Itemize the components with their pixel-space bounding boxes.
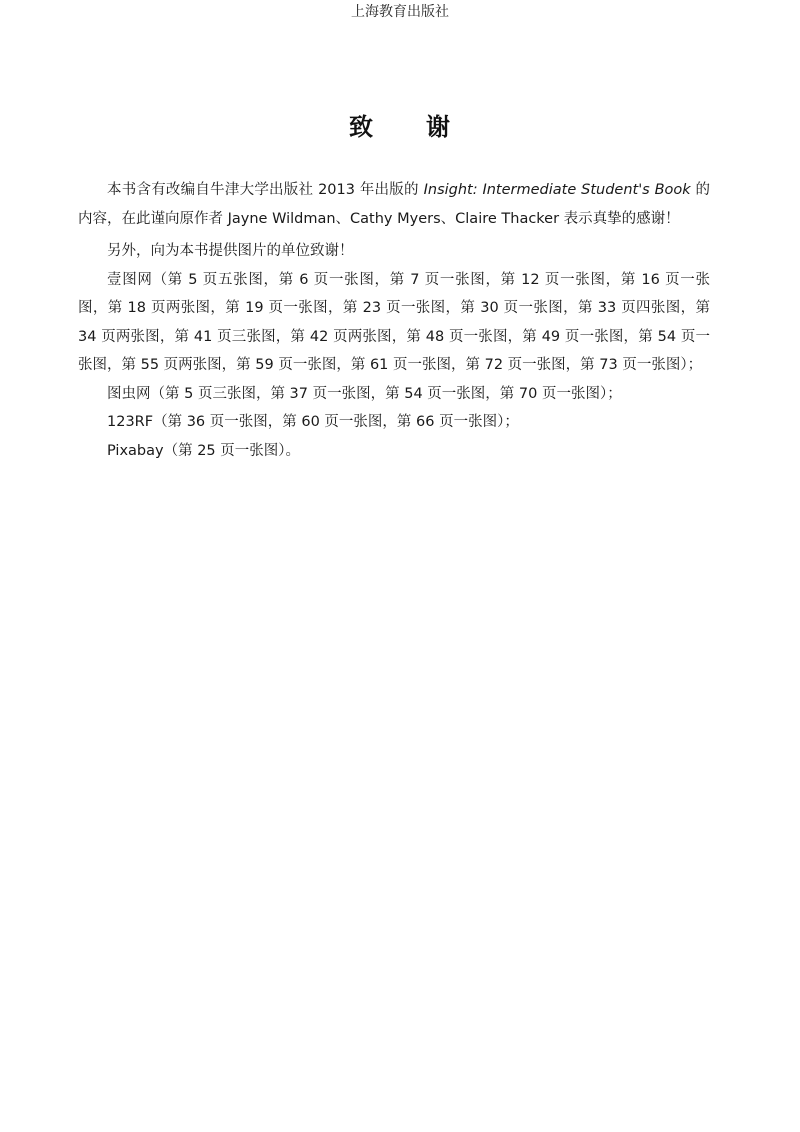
credit-item-pixabay: Pixabay（第 25 页一张图）。 — [107, 442, 301, 459]
book-title: Insight: Intermediate Student's Book — [423, 182, 691, 198]
credit-item-tuchong: 图虫网（第 5 页三张图，第 37 页一张图，第 54 页一张图，第 70 页一张图）； — [107, 385, 622, 402]
page-title — [0, 112, 800, 142]
credits-intro: 另外，向为本书提供图片的单位致谢！ — [107, 243, 354, 259]
intro-before-text: 本书含有改编自牛津大学出版社 2013 年出版的 — [107, 182, 424, 198]
credit-item-yitu: 壹图网（第 5 页五张图，第 6 页一张图，第 7 页一张图，第 12 页一张图，第 16 页一张图，第 18 页两张图，第 19 页一张图，第 23 页一张图，第 30 页一张图，第 33 页四张图，第 34 页两张图，第 41 页三张图，第 42 页两张图，第 48 页一张图，第 49 页一张图，第 54 页一张图，第 55 页两张图，第 59 页一张图，第 61 页一张图，第 72 页一张图，第 73 页一张图）； — [78, 271, 710, 373]
acknowledgement-paragraph — [78, 176, 710, 233]
title-char-2: 谢 — [426, 113, 451, 141]
acknowledgement-body — [78, 176, 710, 465]
running-header: 上海教育出版社 — [351, 4, 449, 20]
credit-item-123rf: 123RF（第 36 页一张图，第 60 页一张图，第 66 页一张图）； — [107, 414, 519, 430]
title-char-1: 致 — [349, 113, 374, 141]
intro-after-text: 的内容，在此谨向原作者 Jayne Wildman、Cathy Myers、Claire Thacker 表示真挚的感谢！ — [78, 182, 711, 227]
